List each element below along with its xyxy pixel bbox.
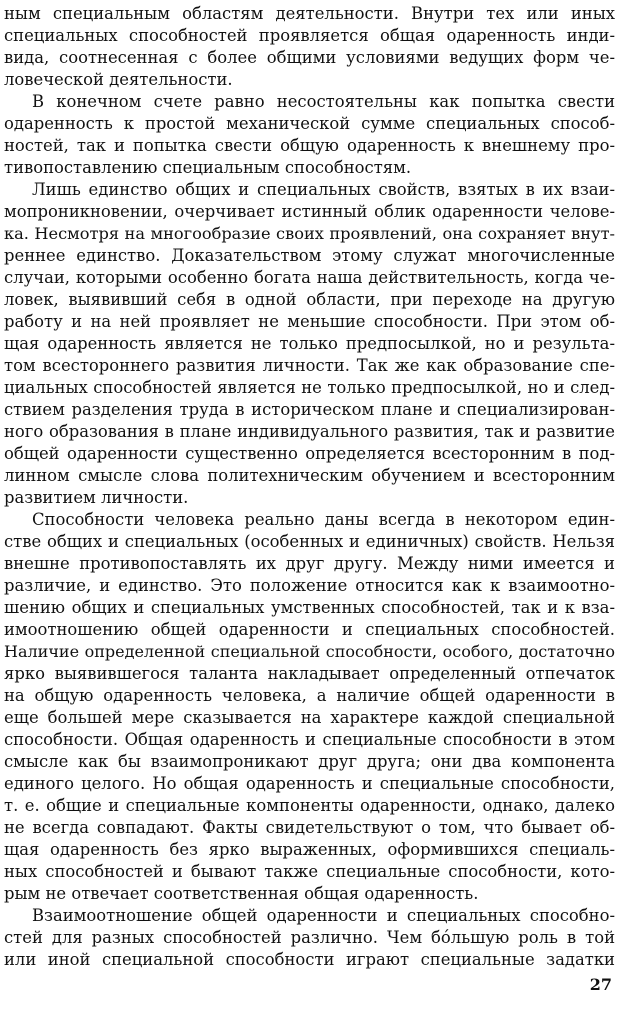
text-line: ловеческой деятельности. bbox=[4, 70, 233, 89]
text-line: щая одаренность без ярко выраженных, оформившихся специаль- bbox=[4, 840, 615, 859]
text-line: циальных способностей является не только предпосылкой, но и след- bbox=[4, 378, 615, 397]
text-line: Наличие определенной специальной способности, особого, достаточно bbox=[4, 642, 615, 661]
text-line: стве общих и специальных (особенных и единичных) свойств. Нельзя bbox=[4, 532, 615, 551]
text-line: ных способностей и бывают также специальные способности, кото- bbox=[4, 862, 615, 881]
text-line: щая одаренность является не только предпосылкой, но и результа- bbox=[4, 334, 615, 353]
text-line: общей одаренности существенно определяется всесторонним в под- bbox=[4, 444, 615, 463]
text-line: ностей, так и попытка свести общую одаренность к внешнему про- bbox=[4, 136, 615, 155]
text-line: различие, и единство. Это положение относится как к взаимоотно- bbox=[4, 576, 615, 595]
text-line: единого целого. Но общая одаренность и специальные способности, bbox=[4, 774, 615, 793]
text-line: т. е. общие и специальные компоненты одаренности, однако, далеко bbox=[4, 796, 615, 815]
text-line: линном смысле слова политехническим обучением и всесторонним bbox=[4, 466, 615, 485]
text-line: ствием разделения труда в историческом плане и специализирован- bbox=[4, 400, 615, 419]
text-line: еще большей мере сказывается на характере каждой специальной bbox=[4, 708, 615, 727]
text-line: рым не отвечает соответственная общая одаренность. bbox=[4, 884, 479, 903]
text-line: ным специальным областям деятельности. Внутри тех или иных bbox=[4, 4, 615, 23]
text-line: ловек, выявивший себя в одной области, при переходе на другую bbox=[4, 290, 615, 309]
text-line: тивопоставлению специальным способностям. bbox=[4, 158, 412, 177]
text-line: случаи, которыми особенно богата наша действительность, когда че- bbox=[4, 268, 615, 287]
text-line: Лишь единство общих и специальных свойств, взятых в их взаи- bbox=[32, 180, 615, 199]
text-line: том всестороннего развития личности. Так же как образование спе- bbox=[4, 356, 615, 375]
text-line: шению общих и специальных умственных способностей, так и к вза- bbox=[4, 598, 615, 617]
text-line: В конечном счете равно несостоятельны как попытка свести bbox=[32, 92, 615, 111]
text-line: смысле как бы взаимопроникают друг друга; они два компонента bbox=[4, 752, 615, 771]
text-line: на общую одаренность человека, а наличие общей одаренности в bbox=[4, 686, 615, 705]
text-line: Способности человека реально даны всегда в некотором един- bbox=[32, 510, 615, 529]
text-line: вида, соотнесенная с более общими условиями ведущих форм че- bbox=[4, 48, 615, 67]
page-number: 27 bbox=[589, 975, 612, 994]
text-line: не всегда совпадают. Факты свидетельствуют о том, что бывает об- bbox=[4, 818, 615, 837]
text-line: стей для разных способностей различно. Чем бóльшую роль в той bbox=[4, 928, 615, 947]
text-line: внешне противопоставлять их друг другу. Между ними имеется и bbox=[4, 554, 615, 573]
text-line: одаренность к простой механической сумме специальных способ- bbox=[4, 114, 615, 133]
text-line: специальных способностей проявляется общая одаренность инди- bbox=[4, 26, 615, 45]
text-line: ярко выявившегося таланта накладывает определенный отпечаток bbox=[4, 664, 615, 683]
text-line: способности. Общая одаренность и специальные способности в этом bbox=[4, 730, 615, 749]
text-line: или иной специальной способности играют специальные задатки bbox=[4, 950, 615, 969]
text-line: реннее единство. Доказательством этому служат многочисленные bbox=[4, 246, 615, 265]
text-line: Взаимоотношение общей одаренности и специальных способно- bbox=[32, 906, 615, 925]
text-line: ка. Несмотря на многообразие своих проявлений, она сохраняет внут- bbox=[4, 224, 615, 243]
text-line: работу и на ней проявляет не меньшие способности. При этом об- bbox=[4, 312, 615, 331]
text-line: мопроникновении, очерчивает истинный облик одаренности челове- bbox=[4, 202, 615, 221]
text-line: ного образования в плане индивидуального развития, так и развитие bbox=[4, 422, 615, 441]
text-line: имоотношению общей одаренности и специальных способностей. bbox=[4, 620, 615, 639]
text-line: развитием личности. bbox=[4, 488, 189, 507]
